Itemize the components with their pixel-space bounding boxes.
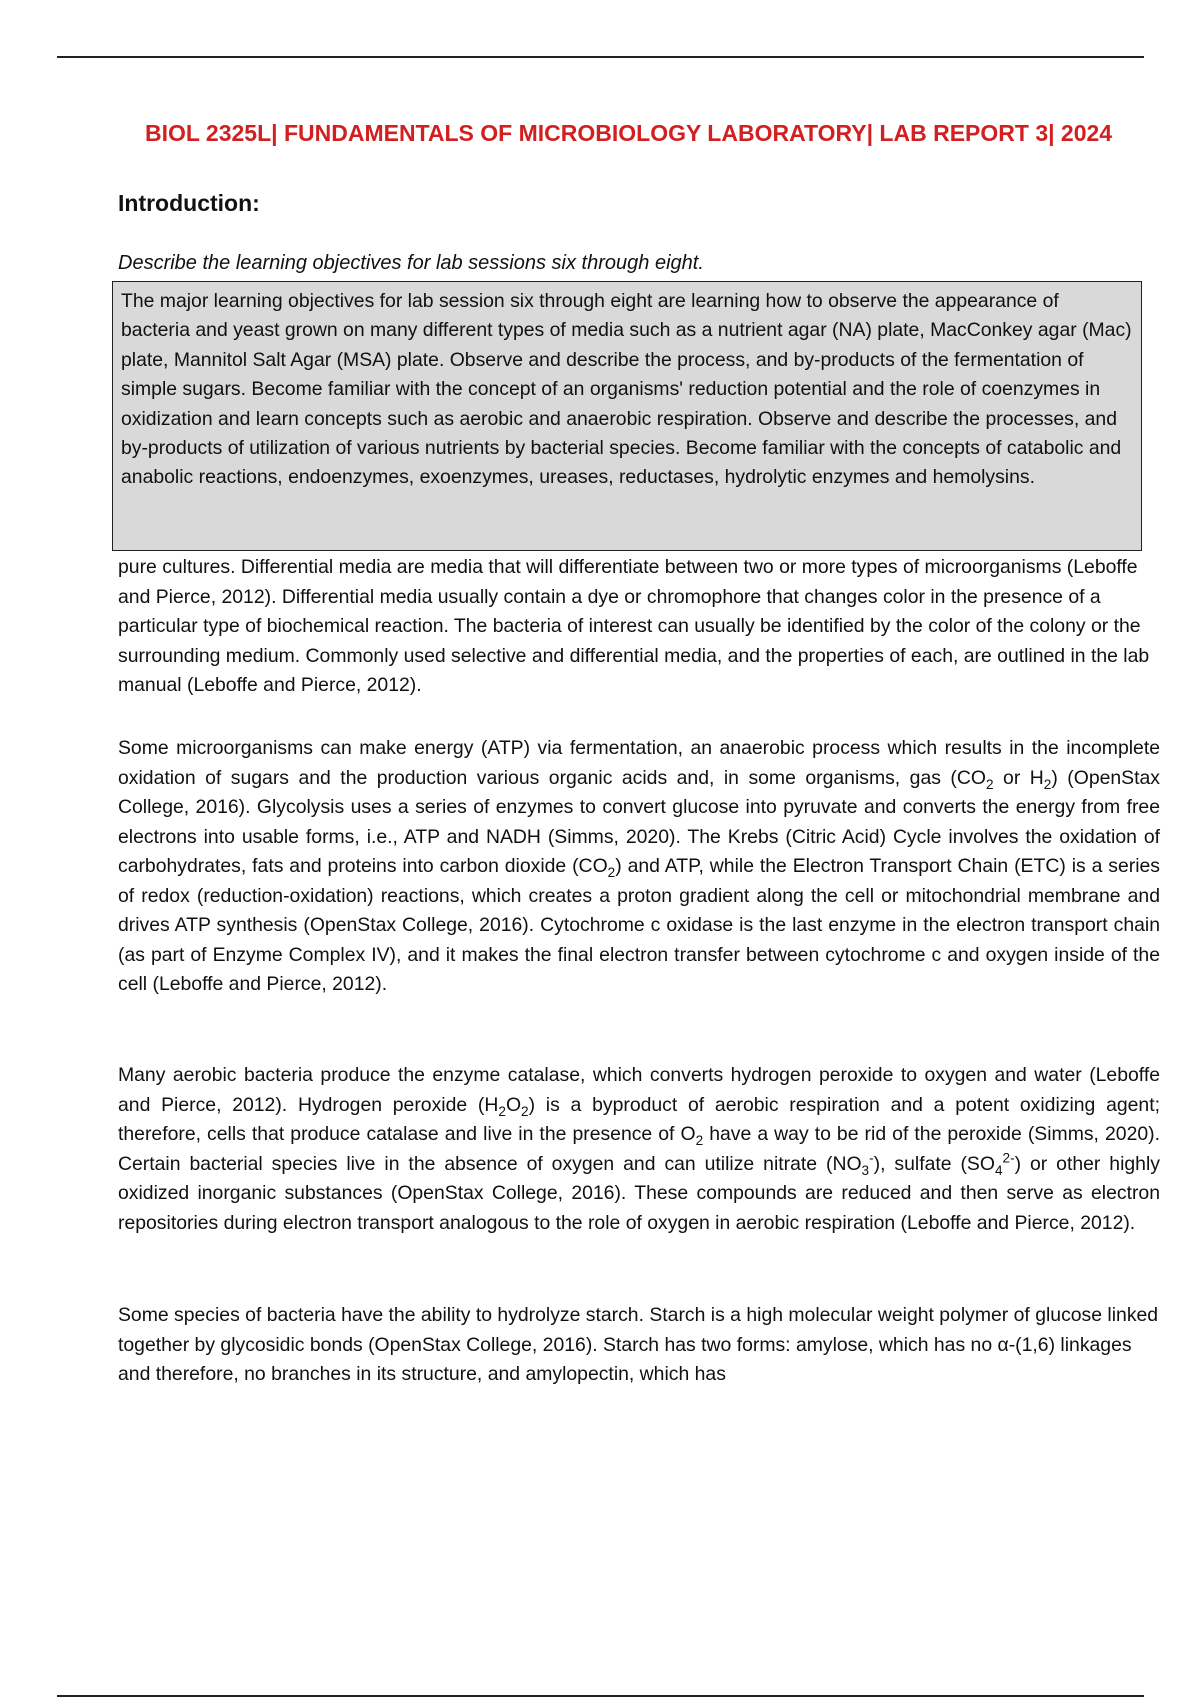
text-run: ) is a byproduct of aerobic respiration and a potent oxidizing agent; therefore, cells that produce catalase and live in the presence of O xyxy=(118,1093,1160,1145)
subscript: 2 xyxy=(695,1132,704,1148)
subscript: 4 xyxy=(994,1162,1003,1178)
subscript: 2 xyxy=(1043,776,1052,792)
text-run: ) (OpenStax College, 2016). Glycolysis uses a series of enzymes to convert glucose into pyruvate and converts the energy from free electrons into usable forms, i.e., ATP and NADH (Simms, 2020). The Krebs (Citric Acid) Cycle involves the oxidation of carbohydrates, fats and proteins into carbon dioxide (CO xyxy=(118,766,1160,877)
section-heading: Introduction: xyxy=(118,190,260,216)
paragraph-catalase xyxy=(118,1061,1160,1238)
subscript: 3 xyxy=(861,1162,870,1178)
text-run: Some microorganisms can make energy (ATP) via fermentation, an anaerobic process which results in the incomplete oxidation of sugars and the production various organic acids and, in some organisms, gas (CO xyxy=(118,737,1160,789)
paragraph-fermentation xyxy=(118,734,1160,1000)
text-run: ) and ATP, while the Electron Transport Chain (ETC) is a series of redox (reduction-oxidation) reactions, which creates a proton gradient along the cell or mitochondrial membrane and drives ATP synthesis (OpenStax College, 2016). Cytochrome c oxidase is the last enzyme in the electron transport chain (as part of Enzyme Complex IV), and it makes the final electron transfer between cytochrome c and oxygen inside of the cell (Leboffe and Pierce, 2012). xyxy=(118,855,1160,995)
question-prompt: Describe the learning objectives for lab sessions six through eight. xyxy=(118,252,704,274)
paragraph-differential-media: pure cultures. Differential media are media that will differentiate between two or more types of microorganisms (Leboffe and Pierce, 2012). Differential media usually contain a dye or chromophore that changes color in the presence of a particular type of biochemical reaction. The bacteria of interest can usually be identified by the color of the colony or the surrounding medium. Commonly used selective and differential media, and the properties of each, are outlined in the lab manual (Leboffe and Pierce, 2012). xyxy=(118,556,1150,696)
superscript: - xyxy=(869,1150,874,1166)
subscript: 2 xyxy=(498,1103,506,1119)
superscript: 2- xyxy=(1002,1150,1015,1166)
paragraph-starch: Some species of bacteria have the ability to hydrolyze starch. Starch is a high molecular weight polymer of glucose linked together by glycosidic bonds (OpenStax College, 2016). Starch has two forms: amylose, which has no α-(1,6) linkages and therefore, no branches in its structure, and amylopectin, which has xyxy=(118,1304,1159,1385)
text-run: have a way to be rid of the peroxide (Simms, 2020). Certain bacterial species live in the absence of oxygen and can utilize nitrate (NO xyxy=(118,1123,1160,1175)
text-run: ), sulfate (SO xyxy=(873,1152,995,1175)
subscript: 2 xyxy=(521,1103,529,1119)
text-run: ) or other highly oxidized inorganic substances (OpenStax College, 2016). These compounds are reduced and then serve as electron repositories during electron transport analogous to the role of oxygen in aerobic respiration (Leboffe and Pierce, 2012). xyxy=(118,1152,1160,1234)
subscript: 2 xyxy=(985,776,994,792)
top-rule xyxy=(57,56,1144,58)
answer-text: The major learning objectives for lab session six through eight are learning how to observe the appearance of bacteria and yeast grown on many different types of media such as a nutrient agar (NA) plate, MacConkey agar (Mac) plate, Mannitol Salt Agar (MSA) plate. Observe and describe the process, and by-products of the fermentation of simple sugars. Become familiar with the concept of an organisms' reduction potential and the role of coenzymes in oxidization and learn concepts such as aerobic and anaerobic respiration. Observe and describe the processes, and by-products of utilization of various nutrients by bacterial species. Become familiar with the concepts of catabolic and anabolic reactions, endoenzymes, exoenzymes, ureases, reductases, hydrolytic enzymes and hemolysins. xyxy=(121,290,1132,489)
report-title: BIOL 2325L| FUNDAMENTALS OF MICROBIOLOGY LABORATORY| LAB REPORT 3| 2024 xyxy=(145,120,1113,146)
bottom-rule xyxy=(57,1695,1144,1697)
answer-box xyxy=(112,281,1142,551)
text-run: Many aerobic bacteria produce the enzyme catalase, which converts hydrogen peroxide to oxygen and water (Leboffe and Pierce, 2012). Hydrogen peroxide (H xyxy=(118,1064,1160,1116)
text-run: or H xyxy=(993,766,1044,789)
subscript: 2 xyxy=(607,864,616,880)
text-run: O xyxy=(505,1093,522,1116)
